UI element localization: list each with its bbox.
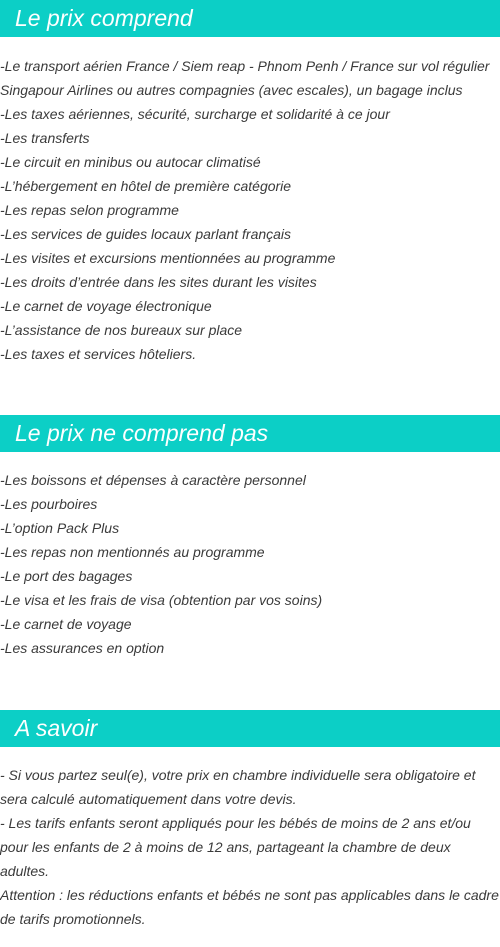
good-to-know-list	[0, 763, 500, 931]
list-item: -Les taxes et services hôteliers.	[0, 346, 197, 362]
list-item: -L’hébergement en hôtel de première catégorie	[0, 178, 292, 194]
list-item: -Les repas non mentionnés au programme	[0, 544, 265, 560]
list-item: -L’assistance de nos bureaux sur place	[0, 322, 243, 338]
list-item: -Le circuit en minibus ou autocar climatisé	[0, 154, 261, 170]
list-item: -Les repas selon programme	[0, 202, 179, 218]
list-item: -Le transport aérien France / Siem reap - Phnom Penh / France sur vol régulier Singapour Airlines ou autres compagnies (avec escales), un bagage inclus	[0, 58, 490, 98]
list-item: -Les visites et excursions mentionnées au programme	[0, 250, 336, 266]
section-header-price-excludes: Le prix ne comprend pas	[0, 415, 500, 452]
price-includes-list	[0, 54, 500, 366]
list-item: -Le port des bagages	[0, 568, 133, 584]
list-item: -Le visa et les frais de visa (obtention par vos soins)	[0, 592, 323, 608]
list-item: - Les tarifs enfants seront appliqués pour les bébés de moins de 2 ans et/ou pour les enfants de 2 à moins de 12 ans, partageant la chambre de deux adultes.	[0, 815, 471, 879]
list-item: -Les assurances en option	[0, 640, 165, 656]
list-item: -Les services de guides locaux parlant français	[0, 226, 292, 242]
list-item: Attention : les réductions enfants et bébés ne sont pas applicables dans le cadre de tarifs promotionnels.	[0, 887, 499, 927]
list-item: -Les droits d’entrée dans les sites durant les visites	[0, 274, 317, 290]
list-item: -Le carnet de voyage	[0, 616, 132, 632]
list-item: - Si vous partez seul(e), votre prix en chambre individuelle sera obligatoire et sera calculé automatiquement dans votre devis.	[0, 767, 476, 807]
list-item: -L’option Pack Plus	[0, 520, 120, 536]
list-item: -Les boissons et dépenses à caractère personnel	[0, 472, 306, 488]
section-header-good-to-know: A savoir	[0, 710, 500, 747]
list-item: -Le carnet de voyage électronique	[0, 298, 212, 314]
price-excludes-list	[0, 468, 500, 660]
section-header-price-includes: Le prix comprend	[0, 0, 500, 37]
list-item: -Les taxes aériennes, sécurité, surcharge et solidarité à ce jour	[0, 106, 390, 122]
list-item: -Les transferts	[0, 130, 90, 146]
list-item: -Les pourboires	[0, 496, 98, 512]
